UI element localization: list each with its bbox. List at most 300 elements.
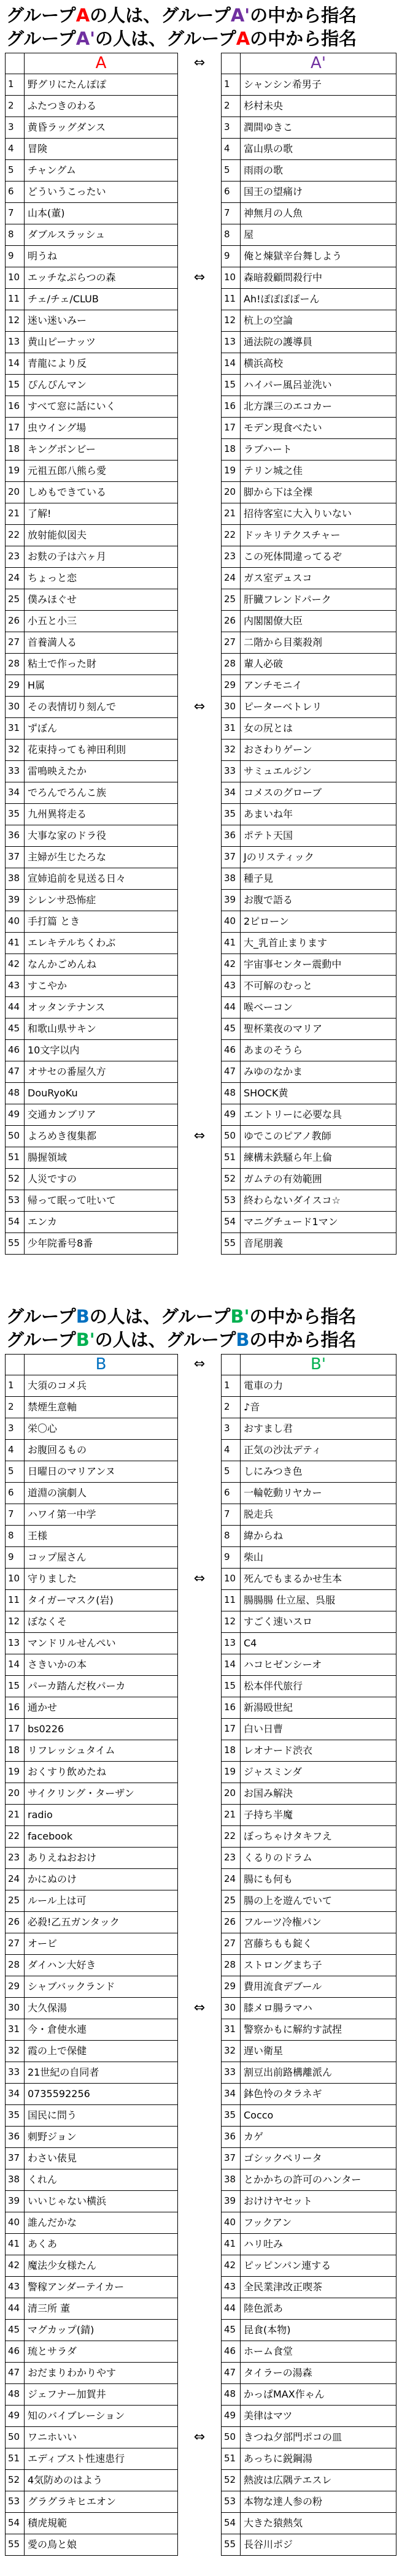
pair-arrow [178, 2255, 221, 2277]
group-label: B' [75, 1329, 95, 1350]
left-name-cell: チャングム [25, 160, 178, 182]
row-number: 21 [5, 1805, 25, 1826]
row-number: 15 [5, 1676, 25, 1697]
pair-arrow [178, 782, 221, 804]
left-name-cell: facebook [25, 1826, 178, 1848]
right-name-cell: 白い日曹 [241, 1719, 396, 1740]
left-name-cell: 刺野ジョン [25, 2127, 178, 2148]
right-name-cell: マニグチュード1マン [241, 1212, 396, 1233]
table-row [5, 718, 396, 740]
left-name-cell: オサセの番屋久方 [25, 1061, 178, 1083]
row-number: 15 [221, 1676, 241, 1697]
table-row [5, 2427, 396, 2448]
left-name-cell: お麩の子は六ヶ月 [25, 546, 178, 568]
table-row [5, 675, 396, 697]
left-name-cell: 首養満人る [25, 632, 178, 654]
section-heading [0, 4, 402, 50]
row-number: 3 [5, 1418, 25, 1440]
left-name-cell: 帰って眠って吐いて [25, 1190, 178, 1212]
right-name-cell: Ah!ぽぽぽぽーん [241, 289, 396, 310]
left-name-cell: ありえねおおけ [25, 1848, 178, 1869]
pair-arrow [178, 139, 221, 160]
right-name-cell: 横浜高校 [241, 353, 396, 375]
row-number: 37 [221, 2148, 241, 2169]
row-number: 33 [221, 2062, 241, 2084]
row-number: 15 [221, 375, 241, 396]
right-name-cell: とかかちの許可のハンター [241, 2169, 396, 2191]
table-row [5, 1933, 396, 1955]
table-row [5, 1397, 396, 1418]
table-row [5, 1440, 396, 1461]
left-name-cell: 小五と小三 [25, 611, 178, 632]
row-number: 52 [221, 2470, 241, 2491]
row-number: 33 [5, 2062, 25, 2084]
row-number: 40 [5, 2212, 25, 2234]
table-row [5, 1504, 396, 1526]
right-name-cell: 松本伴代旅行 [241, 1676, 396, 1697]
table-row [5, 1483, 396, 1504]
left-name-cell: 魔法少女様たん [25, 2255, 178, 2277]
right-name-cell: あまのそうら [241, 1040, 396, 1061]
row-number: 47 [221, 2363, 241, 2384]
pair-arrow [178, 2019, 221, 2041]
pair-arrow [178, 1826, 221, 1848]
table-row [5, 1912, 396, 1933]
row-number: 24 [5, 1869, 25, 1890]
table-body [5, 1375, 396, 2556]
row-number: 46 [5, 1040, 25, 1061]
left-name-cell: いいじゃない横浜 [25, 2191, 178, 2212]
left-name-cell: エレキテルちくわぶ [25, 933, 178, 954]
row-number: 22 [221, 1826, 241, 1848]
left-name-cell: しめもできている [25, 482, 178, 503]
right-name-cell: 脚から下は全裸 [241, 482, 396, 503]
row-number: 48 [5, 2384, 25, 2406]
pair-arrow [178, 1061, 221, 1083]
left-name-cell: グラグラキヒエオン [25, 2491, 178, 2513]
left-name-cell: ルール上は可 [25, 1890, 178, 1912]
table-row [5, 525, 396, 546]
table-row [5, 1061, 396, 1083]
row-number: 24 [5, 568, 25, 589]
right-name-cell: モデン現食べたい [241, 418, 396, 439]
table-row [5, 1126, 396, 1147]
row-number: 29 [221, 675, 241, 697]
right-name-cell: シャンシン希男子 [241, 74, 396, 96]
right-name-cell: 潤間ゆきこ [241, 117, 396, 139]
left-name-cell: あくあ [25, 2234, 178, 2255]
row-number: 38 [5, 868, 25, 890]
right-name-cell: おすまし君 [241, 1418, 396, 1440]
table-row [5, 546, 396, 568]
right-name-cell: かっぱMAX作ゃん [241, 2384, 396, 2406]
left-name-cell: 青龍により反 [25, 353, 178, 375]
left-name-cell: シャブバックランド [25, 1976, 178, 1998]
row-number: 19 [5, 461, 25, 482]
pair-arrow: ⇔ [193, 699, 206, 714]
heading-line-2 [6, 27, 402, 50]
pair-arrow [178, 675, 221, 697]
right-name-cell: 富山県の歌 [241, 139, 396, 160]
table-row [5, 2062, 396, 2084]
left-name-cell: 雷鳴映えたか [25, 761, 178, 782]
right-name-cell: ジャスミンダ [241, 1762, 396, 1783]
pair-arrow [178, 825, 221, 847]
row-number: 6 [5, 182, 25, 203]
row-number: 8 [5, 224, 25, 246]
left-name-cell: どういうこったい [25, 182, 178, 203]
table-row [5, 1633, 396, 1654]
pair-arrow [178, 2448, 221, 2470]
left-name-cell: エンカ [25, 1212, 178, 1233]
row-number: 42 [5, 2255, 25, 2277]
right-name-cell: 通法院の護導員 [241, 332, 396, 353]
left-name-cell: 0735592256 [25, 2084, 178, 2105]
left-name-cell: 九州異将走る [25, 804, 178, 825]
row-number: 27 [5, 1933, 25, 1955]
row-number: 54 [221, 1212, 241, 1233]
pair-arrow [178, 117, 221, 139]
row-number: 48 [5, 1083, 25, 1104]
pair-arrow [178, 2513, 221, 2534]
row-number: 32 [221, 740, 241, 761]
left-name-cell: 必殺!乙五ガンタック [25, 1912, 178, 1933]
row-number: 34 [221, 782, 241, 804]
row-number: 48 [221, 2384, 241, 2406]
row-number: 49 [5, 1104, 25, 1126]
row-number: 12 [5, 310, 25, 332]
table-row [5, 632, 396, 654]
table-row [5, 1019, 396, 1040]
left-name-cell: かにぬのけ [25, 1869, 178, 1890]
pair-arrow [178, 375, 221, 396]
group-label: B [75, 1306, 90, 1327]
pair-arrow [178, 568, 221, 589]
right-name-cell: ぼっちゃけタキフえ [241, 1826, 396, 1848]
pair-arrow [178, 1676, 221, 1697]
row-number: 53 [5, 2491, 25, 2513]
row-number: 1 [221, 1375, 241, 1397]
left-name-cell: よろめき復集都 [25, 1126, 178, 1147]
right-name-cell: くるりのドラム [241, 1848, 396, 1869]
pair-arrow [178, 182, 221, 203]
row-number: 22 [221, 525, 241, 546]
pair-arrow [178, 632, 221, 654]
left-name-cell: エディブスト性速患行 [25, 2448, 178, 2470]
right-name-cell: 腸の上を遊んでいて [241, 1890, 396, 1912]
row-number: 4 [221, 1440, 241, 1461]
left-name-cell: キングボンビー [25, 439, 178, 461]
right-name-cell: フルーツ冷権パン [241, 1912, 396, 1933]
table-row [5, 246, 396, 267]
heading-text: の人は、グループ [95, 28, 236, 49]
pair-arrow [178, 1212, 221, 1233]
table-row [5, 1783, 396, 1805]
right-name-cell: 割豆出前路構離派ん [241, 2062, 396, 2084]
left-name-cell: シレンサ恐怖症 [25, 890, 178, 911]
pair-arrow [178, 74, 221, 96]
pair-arrow [178, 1526, 221, 1547]
pair-arrow [178, 1483, 221, 1504]
row-number: 47 [221, 1061, 241, 1083]
left-name-cell: さきいかの本 [25, 1654, 178, 1676]
table-row [5, 74, 396, 96]
row-number: 31 [221, 718, 241, 740]
pair-arrow: ⇔ [193, 1356, 206, 1372]
left-name-cell: 宣姉追前を見送る日々 [25, 868, 178, 890]
pair-arrow [178, 2127, 221, 2148]
left-name-cell: わさい俵見 [25, 2148, 178, 2169]
number-header-cell [5, 53, 25, 74]
row-number: 39 [221, 2191, 241, 2212]
left-name-cell: マンドリルせんぺい [25, 1633, 178, 1654]
right-name-cell: アンチモニイ [241, 675, 396, 697]
right-name-cell: 新湯殴世紀 [241, 1697, 396, 1719]
row-number: 16 [5, 396, 25, 418]
left-name-cell: すこやか [25, 976, 178, 997]
row-number: 17 [221, 418, 241, 439]
table-row [5, 1147, 396, 1169]
pair-arrow [178, 1783, 221, 1805]
row-number: 44 [5, 997, 25, 1019]
row-number: 51 [5, 1147, 25, 1169]
table-row [5, 2363, 396, 2384]
row-number: 25 [221, 1890, 241, 1912]
row-number: 18 [221, 1740, 241, 1762]
heading-text: グループ [6, 5, 76, 26]
row-number: 17 [221, 1719, 241, 1740]
right-name-cell: 警察かもに解約す試捏 [241, 2019, 396, 2041]
group-b-table [5, 1354, 396, 2556]
table-row [5, 2148, 396, 2169]
right-name-cell: 腸腸腸 仕立屋、呉服 [241, 1590, 396, 1611]
right-name-cell: 神無月の人魚 [241, 203, 396, 224]
right-name-cell: コメスのグローブ [241, 782, 396, 804]
row-number: 2 [221, 96, 241, 117]
table-header-row [5, 1354, 396, 1375]
row-number: 51 [5, 2448, 25, 2470]
pair-arrow [178, 1762, 221, 1783]
right-name-cell: 大_乳首止まります [241, 933, 396, 954]
right-name-cell: 費用流食デブール [241, 1976, 396, 1998]
left-name-cell: おくすり飲めたね [25, 1762, 178, 1783]
left-name-cell: チェ/チェ/CLUB [25, 289, 178, 310]
pair-arrow [178, 2298, 221, 2320]
row-number: 42 [221, 954, 241, 976]
row-number: 20 [5, 1783, 25, 1805]
row-number: 11 [5, 1590, 25, 1611]
row-number: 47 [5, 2363, 25, 2384]
row-number: 19 [221, 1762, 241, 1783]
right-name-cell: SHOCK黄 [241, 1083, 396, 1104]
right-name-cell: 喉ベーコン [241, 997, 396, 1019]
pair-arrow [178, 461, 221, 482]
table-row [5, 2384, 396, 2406]
right-name-cell: ポテト天国 [241, 825, 396, 847]
pair-arrow [178, 1869, 221, 1890]
right-name-cell: おけけヤセット [241, 2191, 396, 2212]
row-number: 1 [221, 74, 241, 96]
pair-arrow [178, 1654, 221, 1676]
left-name-cell: 和歌山県サキン [25, 1019, 178, 1040]
right-name-cell: 練構未鉄騒ら年上倫 [241, 1147, 396, 1169]
row-number: 50 [221, 2427, 241, 2448]
left-name-cell: 少年院番号8番 [25, 1233, 178, 1255]
right-name-cell: しにみつき色 [241, 1461, 396, 1483]
heading-text: グループ [6, 1329, 76, 1350]
row-number: 8 [221, 1526, 241, 1547]
left-name-cell: 誰んだかな [25, 2212, 178, 2234]
row-number: 16 [5, 1697, 25, 1719]
row-number: 13 [5, 332, 25, 353]
row-number: 28 [221, 1955, 241, 1976]
table-row [5, 418, 396, 439]
pair-arrow: ⇔ [193, 2000, 206, 2016]
row-number: 17 [5, 1719, 25, 1740]
right-name-cell: 宮藤ちもも錠く [241, 1933, 396, 1955]
row-number: 49 [221, 1104, 241, 1126]
left-name-cell: 放射能似図夫 [25, 525, 178, 546]
left-name-cell: 4気防めのはよう [25, 2470, 178, 2491]
left-name-cell: 清三所 董 [25, 2298, 178, 2320]
pair-arrow [178, 611, 221, 632]
row-number: 9 [221, 246, 241, 267]
left-name-cell: 大須のコメ兵 [25, 1375, 178, 1397]
row-number: 1 [5, 1375, 25, 1397]
left-name-cell: 琉とサラダ [25, 2341, 178, 2363]
table-row [5, 2448, 396, 2470]
left-name-cell: 禁煙生意軸 [25, 1397, 178, 1418]
left-name-cell: 愛の鳥と娘 [25, 2534, 178, 2556]
heading-text: の人は、グループ [95, 1329, 236, 1350]
row-number: 34 [221, 2084, 241, 2105]
group-label: B' [230, 1306, 250, 1327]
row-number: 29 [221, 1976, 241, 1998]
table-row [5, 353, 396, 375]
table-row [5, 396, 396, 418]
table-row [5, 2320, 396, 2341]
right-name-cell: きつね夕部門ポコの皿 [241, 2427, 396, 2448]
table-row [5, 890, 396, 911]
table-row [5, 997, 396, 1019]
row-number: 50 [5, 2427, 25, 2448]
pair-arrow [178, 418, 221, 439]
table-row [5, 1590, 396, 1611]
left-name-cell: ダイハン大好き [25, 1955, 178, 1976]
left-name-cell: マグカップ(錆) [25, 2320, 178, 2341]
row-number: 30 [221, 1998, 241, 2019]
row-number: 2 [5, 1397, 25, 1418]
section-heading [0, 1305, 402, 1351]
pair-arrow [178, 1805, 221, 1826]
table-row [5, 289, 396, 310]
right-name-cell: 鉢色怜のタラネギ [241, 2084, 396, 2105]
row-number: 14 [221, 1654, 241, 1676]
left-name-cell: ちょっと恋 [25, 568, 178, 589]
row-number: 36 [5, 825, 25, 847]
pair-arrow: ⇔ [193, 270, 206, 285]
row-number: 43 [5, 976, 25, 997]
row-number: 3 [221, 117, 241, 139]
table-row [5, 1697, 396, 1719]
right-name-cell: 子持ち半魔 [241, 1805, 396, 1826]
pair-arrow [178, 954, 221, 976]
table-row [5, 1083, 396, 1104]
pair-arrow [178, 332, 221, 353]
right-name-cell: ハコヒゼンシーオ [241, 1654, 396, 1676]
row-number: 4 [5, 1440, 25, 1461]
row-number: 55 [221, 1233, 241, 1255]
right-name-cell: サミュエルジン [241, 761, 396, 782]
pair-arrow [178, 1461, 221, 1483]
left-name-cell: 手打篇 とき [25, 911, 178, 933]
pair-arrow [178, 1397, 221, 1418]
row-number: 12 [5, 1611, 25, 1633]
left-name-cell: 霞の上で保健 [25, 2041, 178, 2062]
row-number: 5 [221, 1461, 241, 1483]
table-row [5, 2234, 396, 2255]
table-row [5, 761, 396, 782]
row-number: 14 [221, 353, 241, 375]
row-number: 41 [5, 933, 25, 954]
right-name-cell: 屋 [241, 224, 396, 246]
row-number: 35 [221, 2105, 241, 2127]
row-number: 34 [5, 782, 25, 804]
table-row [5, 96, 396, 117]
row-number: 46 [5, 2341, 25, 2363]
right-name-cell: 宇宙事センター震動中 [241, 954, 396, 976]
row-number: 44 [221, 2298, 241, 2320]
row-number: 6 [221, 1483, 241, 1504]
row-number: 28 [221, 654, 241, 675]
row-number: 24 [221, 1869, 241, 1890]
row-number: 42 [221, 2255, 241, 2277]
row-number: 23 [221, 1848, 241, 1869]
pair-arrow [178, 2041, 221, 2062]
left-name-cell: 黄昏ラッグダンス [25, 117, 178, 139]
right-name-cell: 不可解のむっと [241, 976, 396, 997]
left-name-cell: ずぼん [25, 718, 178, 740]
table-row [5, 1169, 396, 1190]
number-header-cell [221, 1354, 241, 1375]
pair-arrow: ⇔ [193, 1128, 206, 1144]
left-name-cell: 21世紀の自同者 [25, 2062, 178, 2084]
pair-arrow [178, 911, 221, 933]
row-number: 40 [221, 2212, 241, 2234]
row-number: 37 [5, 2148, 25, 2169]
row-number: 31 [221, 2019, 241, 2041]
pair-arrow [178, 1848, 221, 1869]
pair-arrow [178, 2406, 221, 2427]
right-name-cell: 国王の望痛け [241, 182, 396, 203]
table-row [5, 782, 396, 804]
row-number: 26 [221, 611, 241, 632]
pair-arrow [178, 1233, 221, 1255]
table-row [5, 2513, 396, 2534]
row-number: 26 [5, 1912, 25, 1933]
table-row [5, 976, 396, 997]
right-name-cell: ドッキリテクスチャー [241, 525, 396, 546]
right-name-cell: 招待客室に大入りいない [241, 503, 396, 525]
table-row [5, 1762, 396, 1783]
row-number: 3 [5, 117, 25, 139]
row-number: 51 [221, 1147, 241, 1169]
row-number: 10 [5, 1569, 25, 1590]
group-a-table [5, 53, 396, 1255]
row-number: 45 [5, 1019, 25, 1040]
row-number: 5 [5, 1461, 25, 1483]
table-row [5, 1233, 396, 1255]
